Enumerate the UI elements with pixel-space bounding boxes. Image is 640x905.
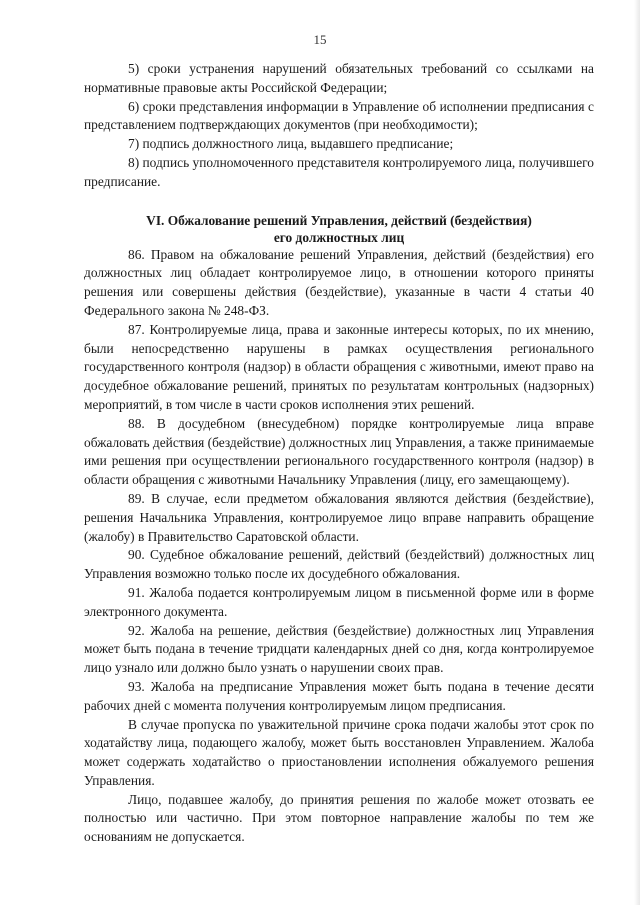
list-item-8: 8) подпись уполномоченного представителя контролируемого лица, получившего предписание. bbox=[84, 154, 594, 189]
paragraph-91: 91. Жалоба подается контролируемым лицом в письменной форме или в форме электронного документа. bbox=[84, 584, 594, 619]
list-item-7: 7) подпись должностного лица, выдавшего предписание; bbox=[128, 136, 454, 152]
paragraph-90: 90. Судебное обжалование решений, действий (бездействий) должностных лиц Управления возможно только после их досудебного обжалования. bbox=[84, 547, 594, 582]
paragraph-86: 86. Правом на обжалование решений Управления, действий (бездействия) его должностных лиц обладает контролируемое лицо, в отношении которого приняты решения или совершены действия (бездействие), указанные в части 4 статьи 40 Федерального закона № 248-ФЗ. bbox=[84, 246, 594, 318]
paragraph-87: 87. Контролируемые лица, права и законные интересы которых, по их мнению, были непосредственно нарушены в рамках осуществления регионального государственного контроля (надзор) в области обращения с животными, имеют право на досудебное обжалование решений, принятых по результатам контрольных (надзорных) мероприятий, в том числе в части сроков исполнения этих решений. bbox=[84, 321, 594, 412]
list-item-5: 5) сроки устранения нарушений обязательных требований со ссылками на нормативные правовые акты Российской Федерации; bbox=[84, 61, 594, 95]
paragraph-93: 93. Жалоба на предписание Управления может быть подана в течение десяти рабочих дней с момента получения контролируемым лицом предписания. bbox=[84, 678, 594, 713]
paragraph-88: 88. В досудебном (внесудебном) порядке контролируемые лица вправе обжаловать действия (бездействие) должностных лиц Управления, а также принимаемые ими решения при осуществлении регионального государственного контроля (надзор) в области обращения с животными Начальнику Управления (лицу, его замещающему). bbox=[84, 415, 594, 488]
section-heading-line-2: его должностных лиц bbox=[273, 229, 405, 245]
scan-edge-shadow bbox=[634, 0, 640, 905]
page-number: 15 bbox=[313, 32, 327, 47]
section-heading-line-1: VI. Обжалование решений Управления, действий (бездействия) bbox=[146, 212, 532, 228]
list-item-6: 6) сроки представления информации в Управление об исполнении предписания с представлением подтверждающих документов (при необходимости); bbox=[84, 98, 594, 133]
document-body bbox=[84, 60, 594, 847]
paragraph-93-restore-term: В случае пропуска по уважительной причине срока подачи жалобы этот срок по ходатайству лица, подающего жалобу, может быть восстановлен Управлением. Жалоба может содержать ходатайство о приостановлении исполнения обжалуемого решения Управления. bbox=[84, 716, 594, 788]
paragraph-89: 89. В случае, если предметом обжалования являются действия (бездействие), решения Начальника Управления, контролируемое лицо вправе направить обращение (жалобу) в Правительство Саратовской области. bbox=[84, 490, 594, 544]
paragraph-92: 92. Жалоба на решение, действия (бездействие) должностных лиц Управления может быть подана в течение тридцати календарных дней со дня, когда контролируемое лицо узнало или должно было узнать о нарушении своих прав. bbox=[84, 622, 594, 676]
paragraph-93-withdrawal: Лицо, подавшее жалобу, до принятия решения по жалобе может отозвать ее полностью или частично. При этом повторное направление жалобы по тем же основаниям не допускается. bbox=[84, 791, 594, 845]
section-heading bbox=[84, 212, 594, 246]
